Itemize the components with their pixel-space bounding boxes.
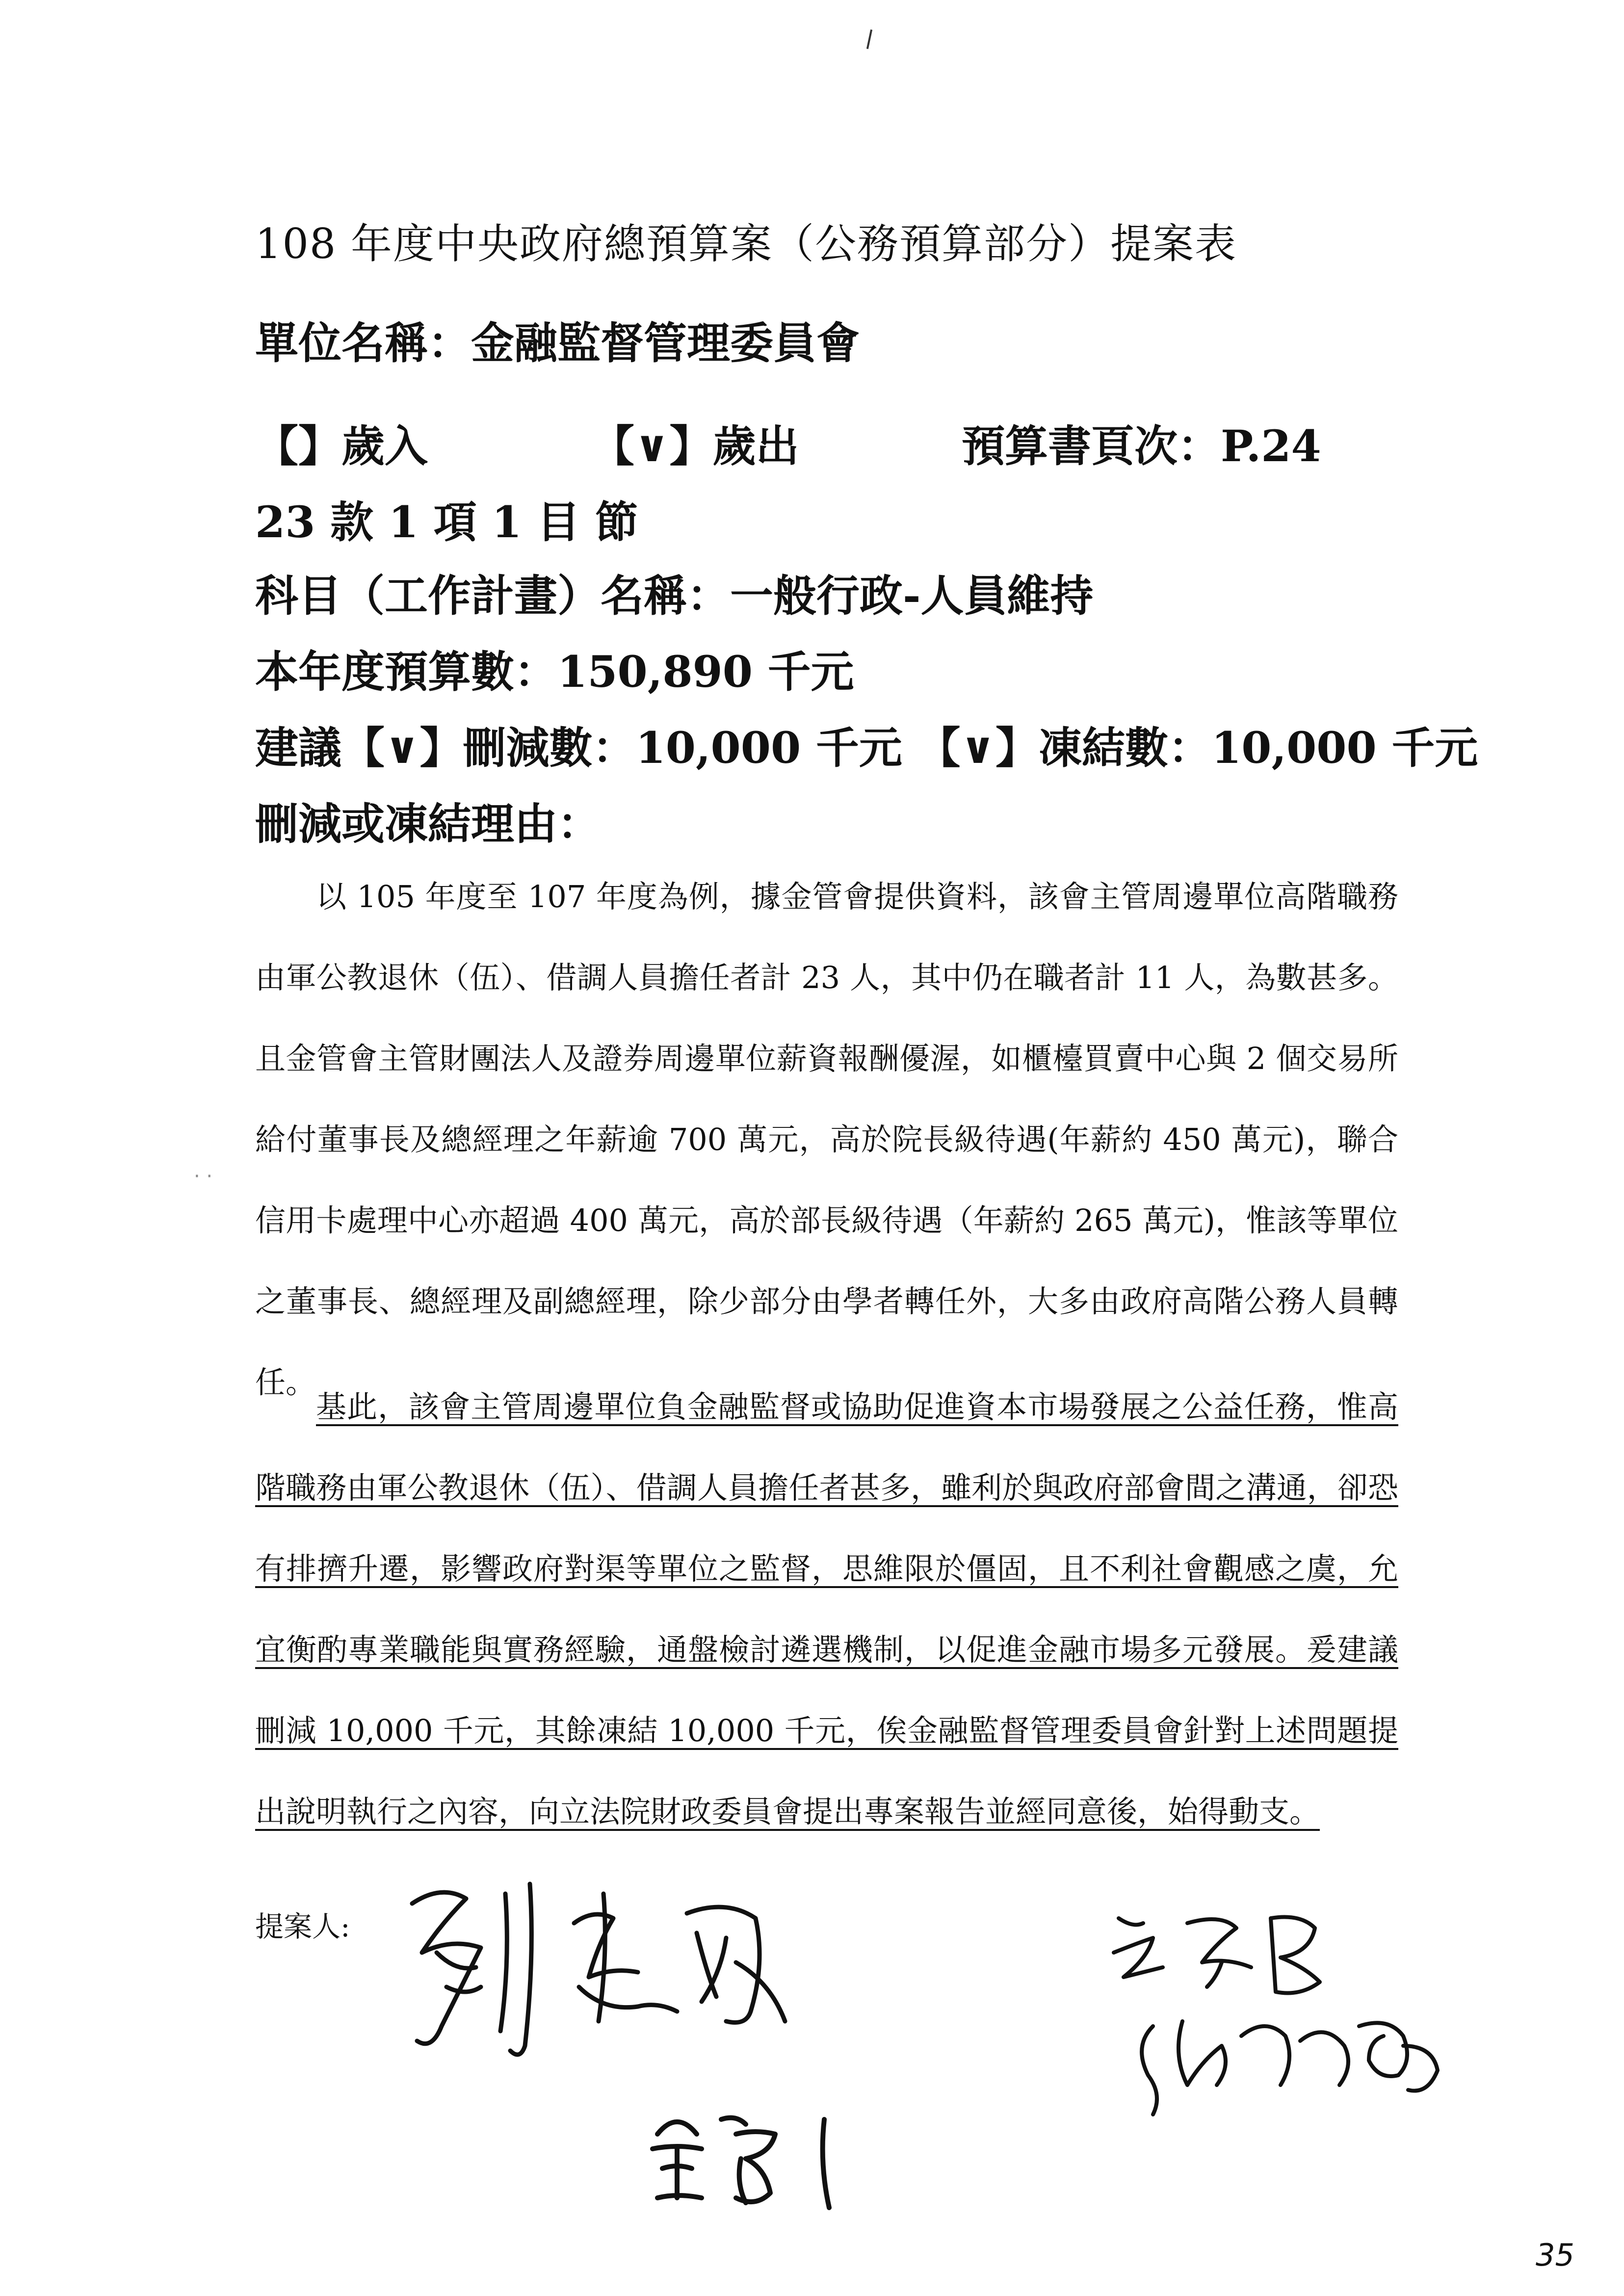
scan-smudge: · · [194,1165,213,1188]
suggestion-line: 建議【∨】刪減數：10,000 千元 【∨】凍結數：10,000 千元 [255,722,1478,773]
revenue-checkbox: 【】歲入 [255,420,428,471]
document-title: 108 年度中央政府總預算案（公務預算部分）提案表 [255,220,1237,268]
item-code: 23 款 1 項 1 目 節 [255,496,638,548]
reason-heading: 刪減或凍結理由： [255,798,601,849]
page-number: 35 [1536,2237,1574,2273]
signature-2 [1104,1899,1447,2119]
unit-name: 單位名稱：金融監督管理委員會 [255,317,860,368]
proposer-label: 提案人: [255,1910,350,1943]
signature-3 [638,2100,873,2218]
reason-paragraph-1: 以 105 年度至 107 年度為例，據金管會提供資料，該會主管周邊單位高階職務由軍公教退休（伍）、借調人員擔任者計 23 人，其中仍在職者計 11 人，為數甚多。且金管會主管財團法人及證券周邊單位薪資報酬優渥，如櫃檯買賣中心與 2 個交易所給付董事長及總經理之年薪逾 700 萬元，高於院長級待遇(年薪約 450 萬元)，聯合信用卡處理中心亦超過 400 萬元，高於部長級待遇（年薪約 265 萬元)，惟該等單位之董事長、總經理及副總經理，除少部分由學者轉任外，大多由政府高階公務人員轉任。 [255,879,1398,1400]
underlined-reason-text: 基此，該會主管周邊單位負金融監督或協助促進資本市場發展之公益任務，惟高階職務由軍公教退休（伍）、借調人員擔任者甚多，雖利於與政府部會間之溝通，卻恐有排擠升遷，影響政府對渠等單位之監督，思維限於僵固，且不利社會觀感之虞，允宜衡酌專業職能與實務經驗，通盤檢討遴選機制，以促進金融市場多元發展。爰建議刪減 10,000 千元，其餘凍結 10,000 千元，俟金融監督管理委員會針對上述問題提出說明執行之內容，向立法院財政委員會提出專案報告並經同意後，始得動支。 [255,1389,1398,1829]
signature-1 [383,1864,814,2070]
scan-mark [866,29,872,49]
reason-paragraph-2 [255,1366,1398,1852]
expense-checkbox: 【∨】歲出 [591,420,799,471]
subject-name: 科目（工作計畫）名稱：一般行政-人員維持 [255,570,1094,621]
budget-page-reference: 預算書頁次：P.24 [962,420,1321,471]
budget-amount: 本年度預算數：150,890 千元 [255,646,854,697]
